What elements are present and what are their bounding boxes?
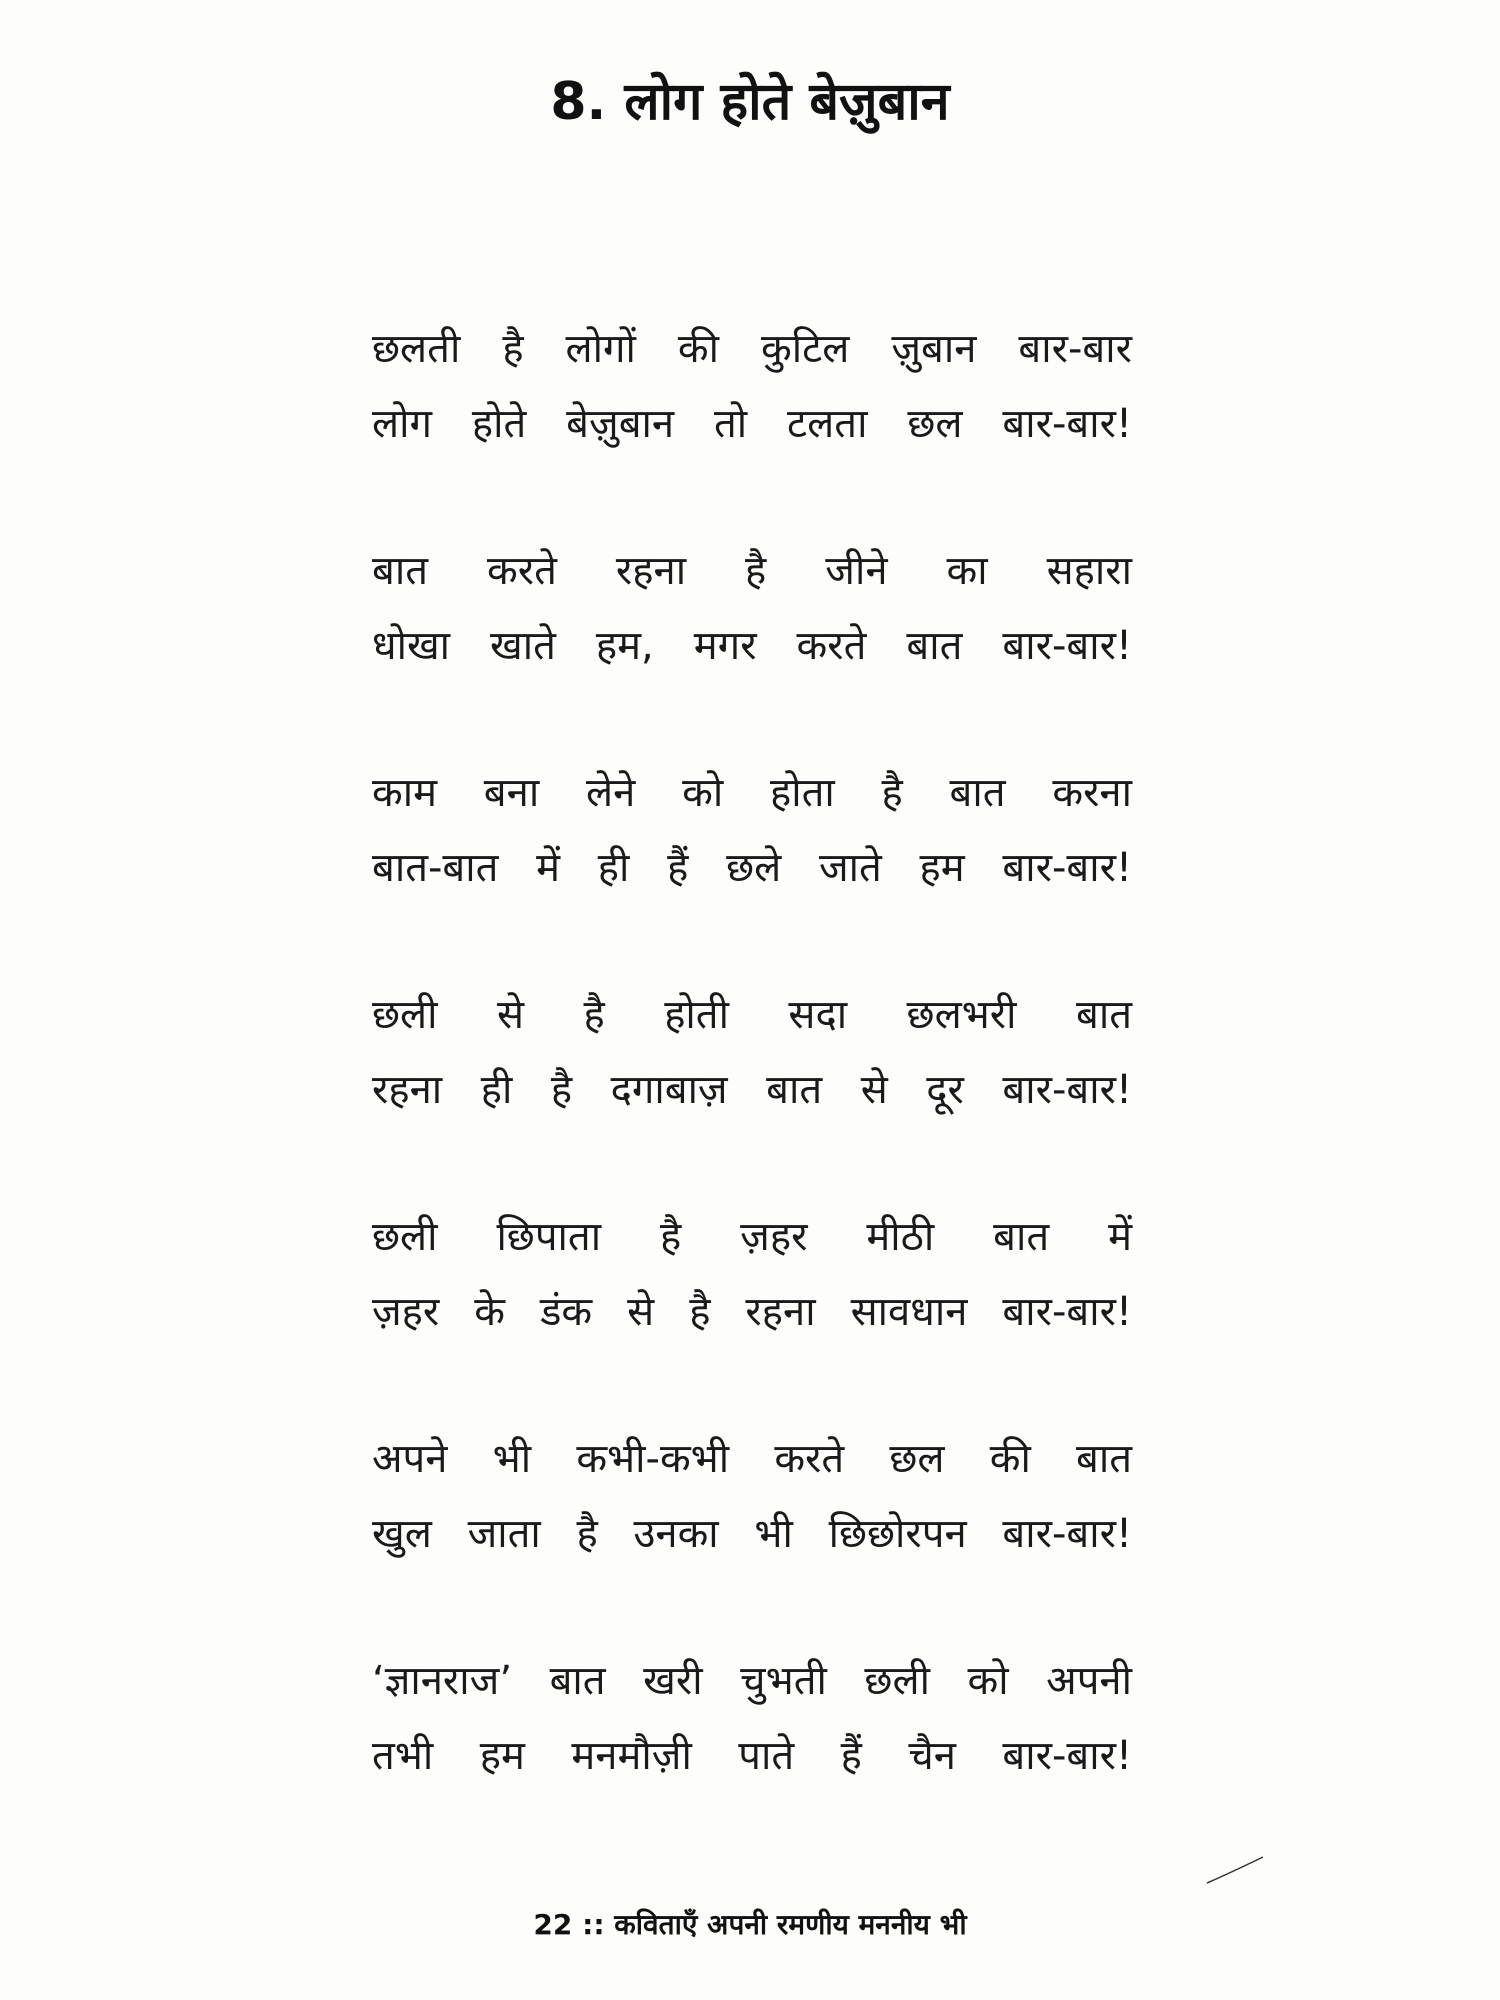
poem-body — [372, 312, 1132, 1866]
stanza-3 — [372, 756, 1132, 906]
page-footer — [0, 1905, 1500, 1945]
poem-line: रहना ही है दगाबाज़ बात से दूर बार-बार! — [372, 1067, 1132, 1113]
poem-title: 8. लोग होते बेज़ुबान — [550, 72, 950, 132]
stanza-5 — [372, 1200, 1132, 1350]
stanza-4 — [372, 978, 1132, 1128]
poem-line: छलती है लोगों की कुटिल ज़ुबान बार-बार — [372, 326, 1132, 372]
poem-line: बात करते रहना है जीने का सहारा — [372, 548, 1132, 594]
stanza-7 — [372, 1644, 1132, 1794]
poem-line: काम बना लेने को होता है बात करना — [372, 770, 1132, 816]
poem-line: छली से है होती सदा छलभरी बात — [372, 992, 1132, 1038]
poem-line: ‘ज्ञानराज’ बात खरी चुभती छली को अपनी — [372, 1658, 1132, 1704]
footer-separator: :: — [582, 1908, 605, 1941]
stanza-6 — [372, 1422, 1132, 1572]
poem-line: लोग होते बेज़ुबान तो टलता छल बार-बार! — [372, 401, 1132, 447]
poem-line: ज़हर के डंक से है रहना सावधान बार-बार! — [372, 1289, 1132, 1335]
page-number: 22 — [533, 1908, 573, 1941]
pen-stroke-mark — [1205, 1855, 1265, 1885]
poem-line: अपने भी कभी-कभी करते छल की बात — [372, 1436, 1132, 1482]
stanza-1 — [372, 312, 1132, 462]
poem-line: धोखा खाते हम, मगर करते बात बार-बार! — [372, 623, 1132, 669]
poem-line: बात-बात में ही हैं छले जाते हम बार-बार! — [372, 845, 1132, 891]
book-title: कविताएँ अपनी रमणीय मननीय भी — [614, 1908, 967, 1941]
poem-line: खुल जाता है उनका भी छिछोरपन बार-बार! — [372, 1511, 1132, 1557]
poem-line: छली छिपाता है ज़हर मीठी बात में — [372, 1214, 1132, 1260]
stanza-2 — [372, 534, 1132, 684]
poem-line: तभी हम मनमौज़ी पाते हैं चैन बार-बार! — [372, 1733, 1132, 1779]
